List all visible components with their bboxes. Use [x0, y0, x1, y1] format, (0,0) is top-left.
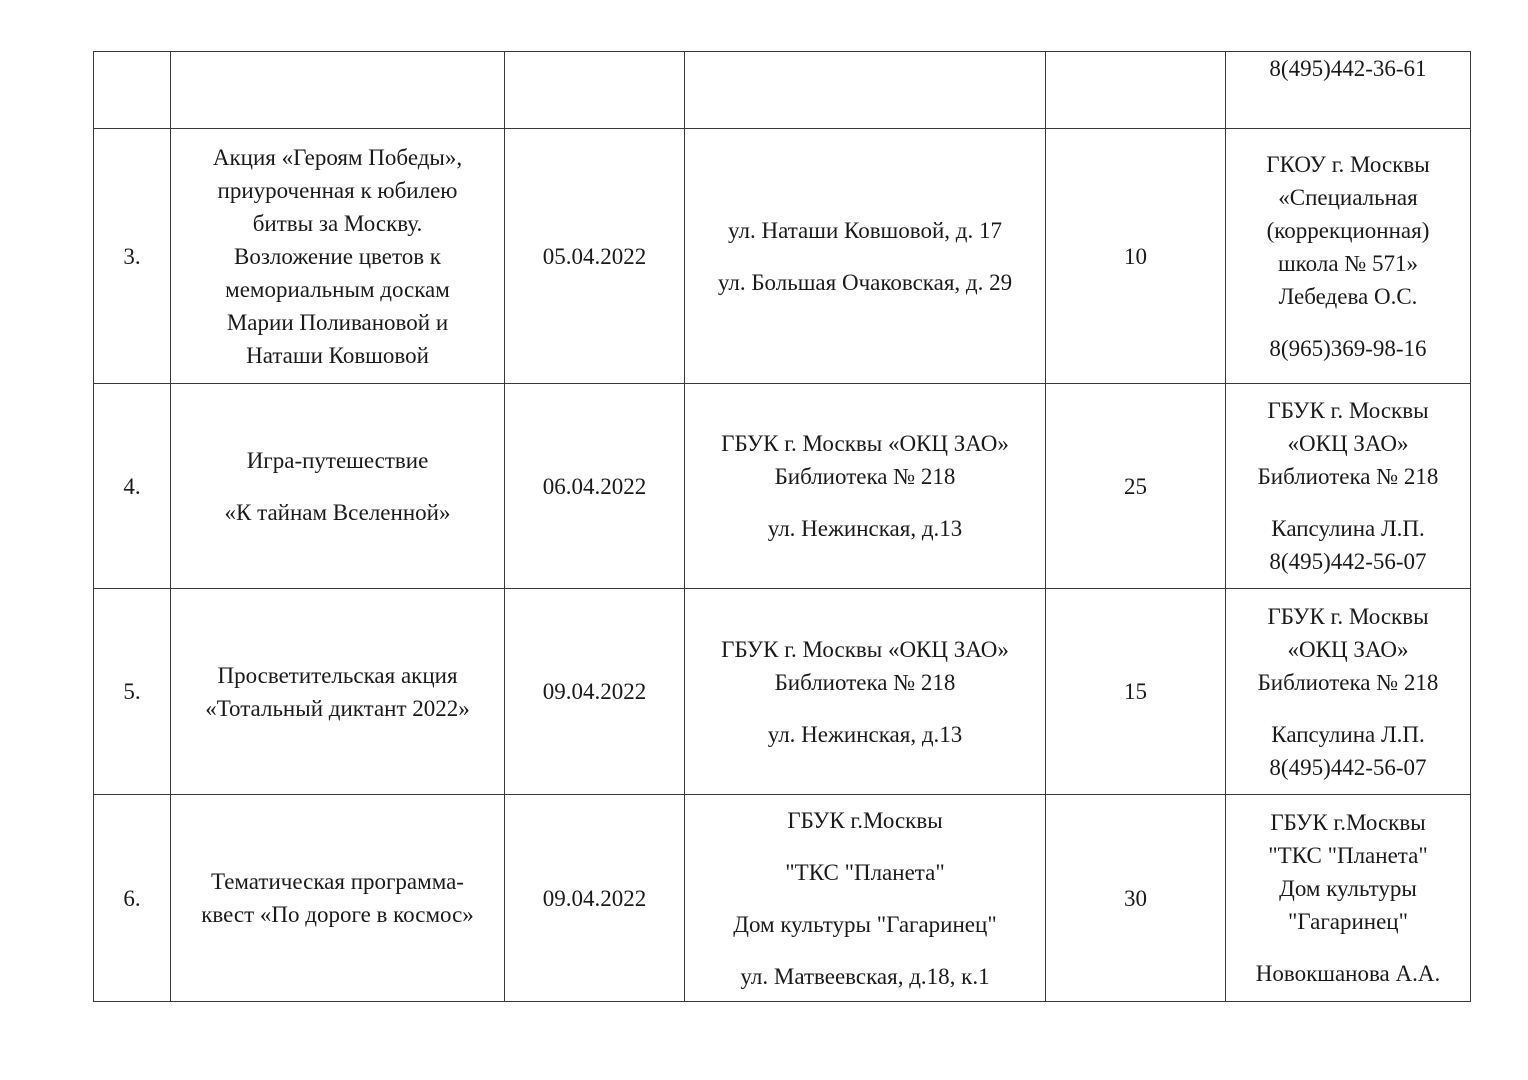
cell-place [685, 384, 1046, 589]
cell-count: 10 [1046, 129, 1226, 384]
table-row [94, 589, 1471, 795]
cell-count: 30 [1046, 795, 1226, 1002]
place-line: ГБУК г.Москвы [787, 807, 943, 833]
cell-place [685, 129, 1046, 384]
contact-person: Новокшанова А.А. [1255, 961, 1441, 986]
cell-num [94, 52, 171, 129]
contact-line: Библиотека № 218 [1257, 669, 1439, 695]
cell-date: 09.04.2022 [505, 589, 685, 795]
cell-contact [1226, 129, 1471, 384]
place-line: ул. Большая Очаковская, д. 29 [717, 269, 1013, 295]
title-line: битвы за Москву. [252, 210, 423, 236]
cell-contact [1226, 52, 1471, 129]
cell-num: 6. [94, 795, 171, 1002]
title-line: «Тотальный диктант 2022» [205, 695, 470, 721]
cell-place [685, 589, 1046, 795]
contact-line: (коррекционная) [1266, 217, 1430, 243]
title-line: Просветительская акция [217, 662, 458, 688]
cell-place [685, 795, 1046, 1002]
table-row [94, 129, 1471, 384]
cell-contact [1226, 589, 1471, 795]
place-address: ул. Матвеевская, д.18, к.1 [740, 963, 990, 989]
cell-date [505, 52, 685, 129]
title-line: Марии Поливановой и [226, 309, 449, 335]
contact-phone: 8(495)442-56-07 [1269, 549, 1427, 574]
contact-line: Лебедева О.С. [1278, 283, 1418, 309]
cell-contact [1226, 384, 1471, 589]
cell-title [171, 129, 505, 384]
table-row [94, 384, 1471, 589]
place-address: ул. Нежинская, д.13 [767, 516, 963, 541]
title-line: «К тайнам Вселенной» [224, 499, 451, 525]
cell-count [1046, 52, 1226, 129]
contact-line: Дом культуры [1279, 876, 1417, 901]
contact-line: «Специальная [1278, 184, 1418, 210]
cell-num: 5. [94, 589, 171, 795]
title-line: приуроченная к юбилею [217, 177, 458, 203]
contact-person: Капсулина Л.П. [1271, 721, 1425, 747]
contact-line: ГБУК г. Москвы [1267, 398, 1429, 423]
cell-date: 05.04.2022 [505, 129, 685, 384]
contact-line: ГКОУ г. Москвы [1266, 151, 1430, 177]
place-line: Библиотека № 218 [774, 669, 956, 695]
contact-line: Библиотека № 218 [1257, 464, 1439, 489]
cell-title [171, 52, 505, 129]
title-line: Игра-путешествие [246, 447, 429, 473]
place-line: "ТКС "Планета" [785, 859, 945, 885]
events-table [93, 51, 1471, 1002]
table-row [94, 795, 1471, 1002]
contact-line: школа № 571» [1277, 250, 1419, 276]
title-line: Возложение цветов к [234, 243, 441, 269]
cell-place [685, 52, 1046, 129]
contact-line: «ОКЦ ЗАО» [1287, 636, 1409, 662]
contact-line: ГБУК г.Москвы [1270, 810, 1426, 835]
contact-person: Капсулина Л.П. [1271, 516, 1425, 541]
title-line: Тематическая программа- [211, 869, 464, 894]
cell-num: 4. [94, 384, 171, 589]
cell-contact [1226, 795, 1471, 1002]
title-line: Акция «Героям Победы», [212, 144, 463, 170]
table-row [94, 52, 1471, 129]
place-address: ул. Нежинская, д.13 [767, 721, 963, 747]
contact-line: "ТКС "Планета" [1268, 843, 1428, 868]
cell-count: 15 [1046, 589, 1226, 795]
contact-line: «ОКЦ ЗАО» [1287, 431, 1409, 456]
cell-title [171, 795, 505, 1002]
contact-line: ГБУК г. Москвы [1267, 603, 1429, 629]
place-line: ул. Наташи Ковшовой, д. 17 [728, 217, 1002, 243]
cell-count: 25 [1046, 384, 1226, 589]
cell-num: 3. [94, 129, 171, 384]
place-line: Дом культуры "Гагаринец" [733, 911, 997, 937]
contact-line: "Гагаринец" [1288, 909, 1408, 934]
place-line: Библиотека № 218 [774, 464, 956, 489]
title-line: мемориальным доскам [225, 276, 450, 302]
cell-title [171, 589, 505, 795]
contact-phone: 8(965)369-98-16 [1269, 335, 1427, 361]
contact-phone: 8(495)442-56-07 [1269, 754, 1427, 780]
cell-title [171, 384, 505, 589]
cell-date: 09.04.2022 [505, 795, 685, 1002]
cell-date: 06.04.2022 [505, 384, 685, 589]
title-line: Наташи Ковшовой [246, 342, 429, 368]
place-line: ГБУК г. Москвы «ОКЦ ЗАО» [721, 636, 1009, 662]
title-line: квест «По дороге в космос» [201, 902, 474, 927]
place-line: ГБУК г. Москвы «ОКЦ ЗАО» [721, 431, 1009, 456]
contact-phone: 8(495)442-36-61 [1269, 56, 1427, 81]
